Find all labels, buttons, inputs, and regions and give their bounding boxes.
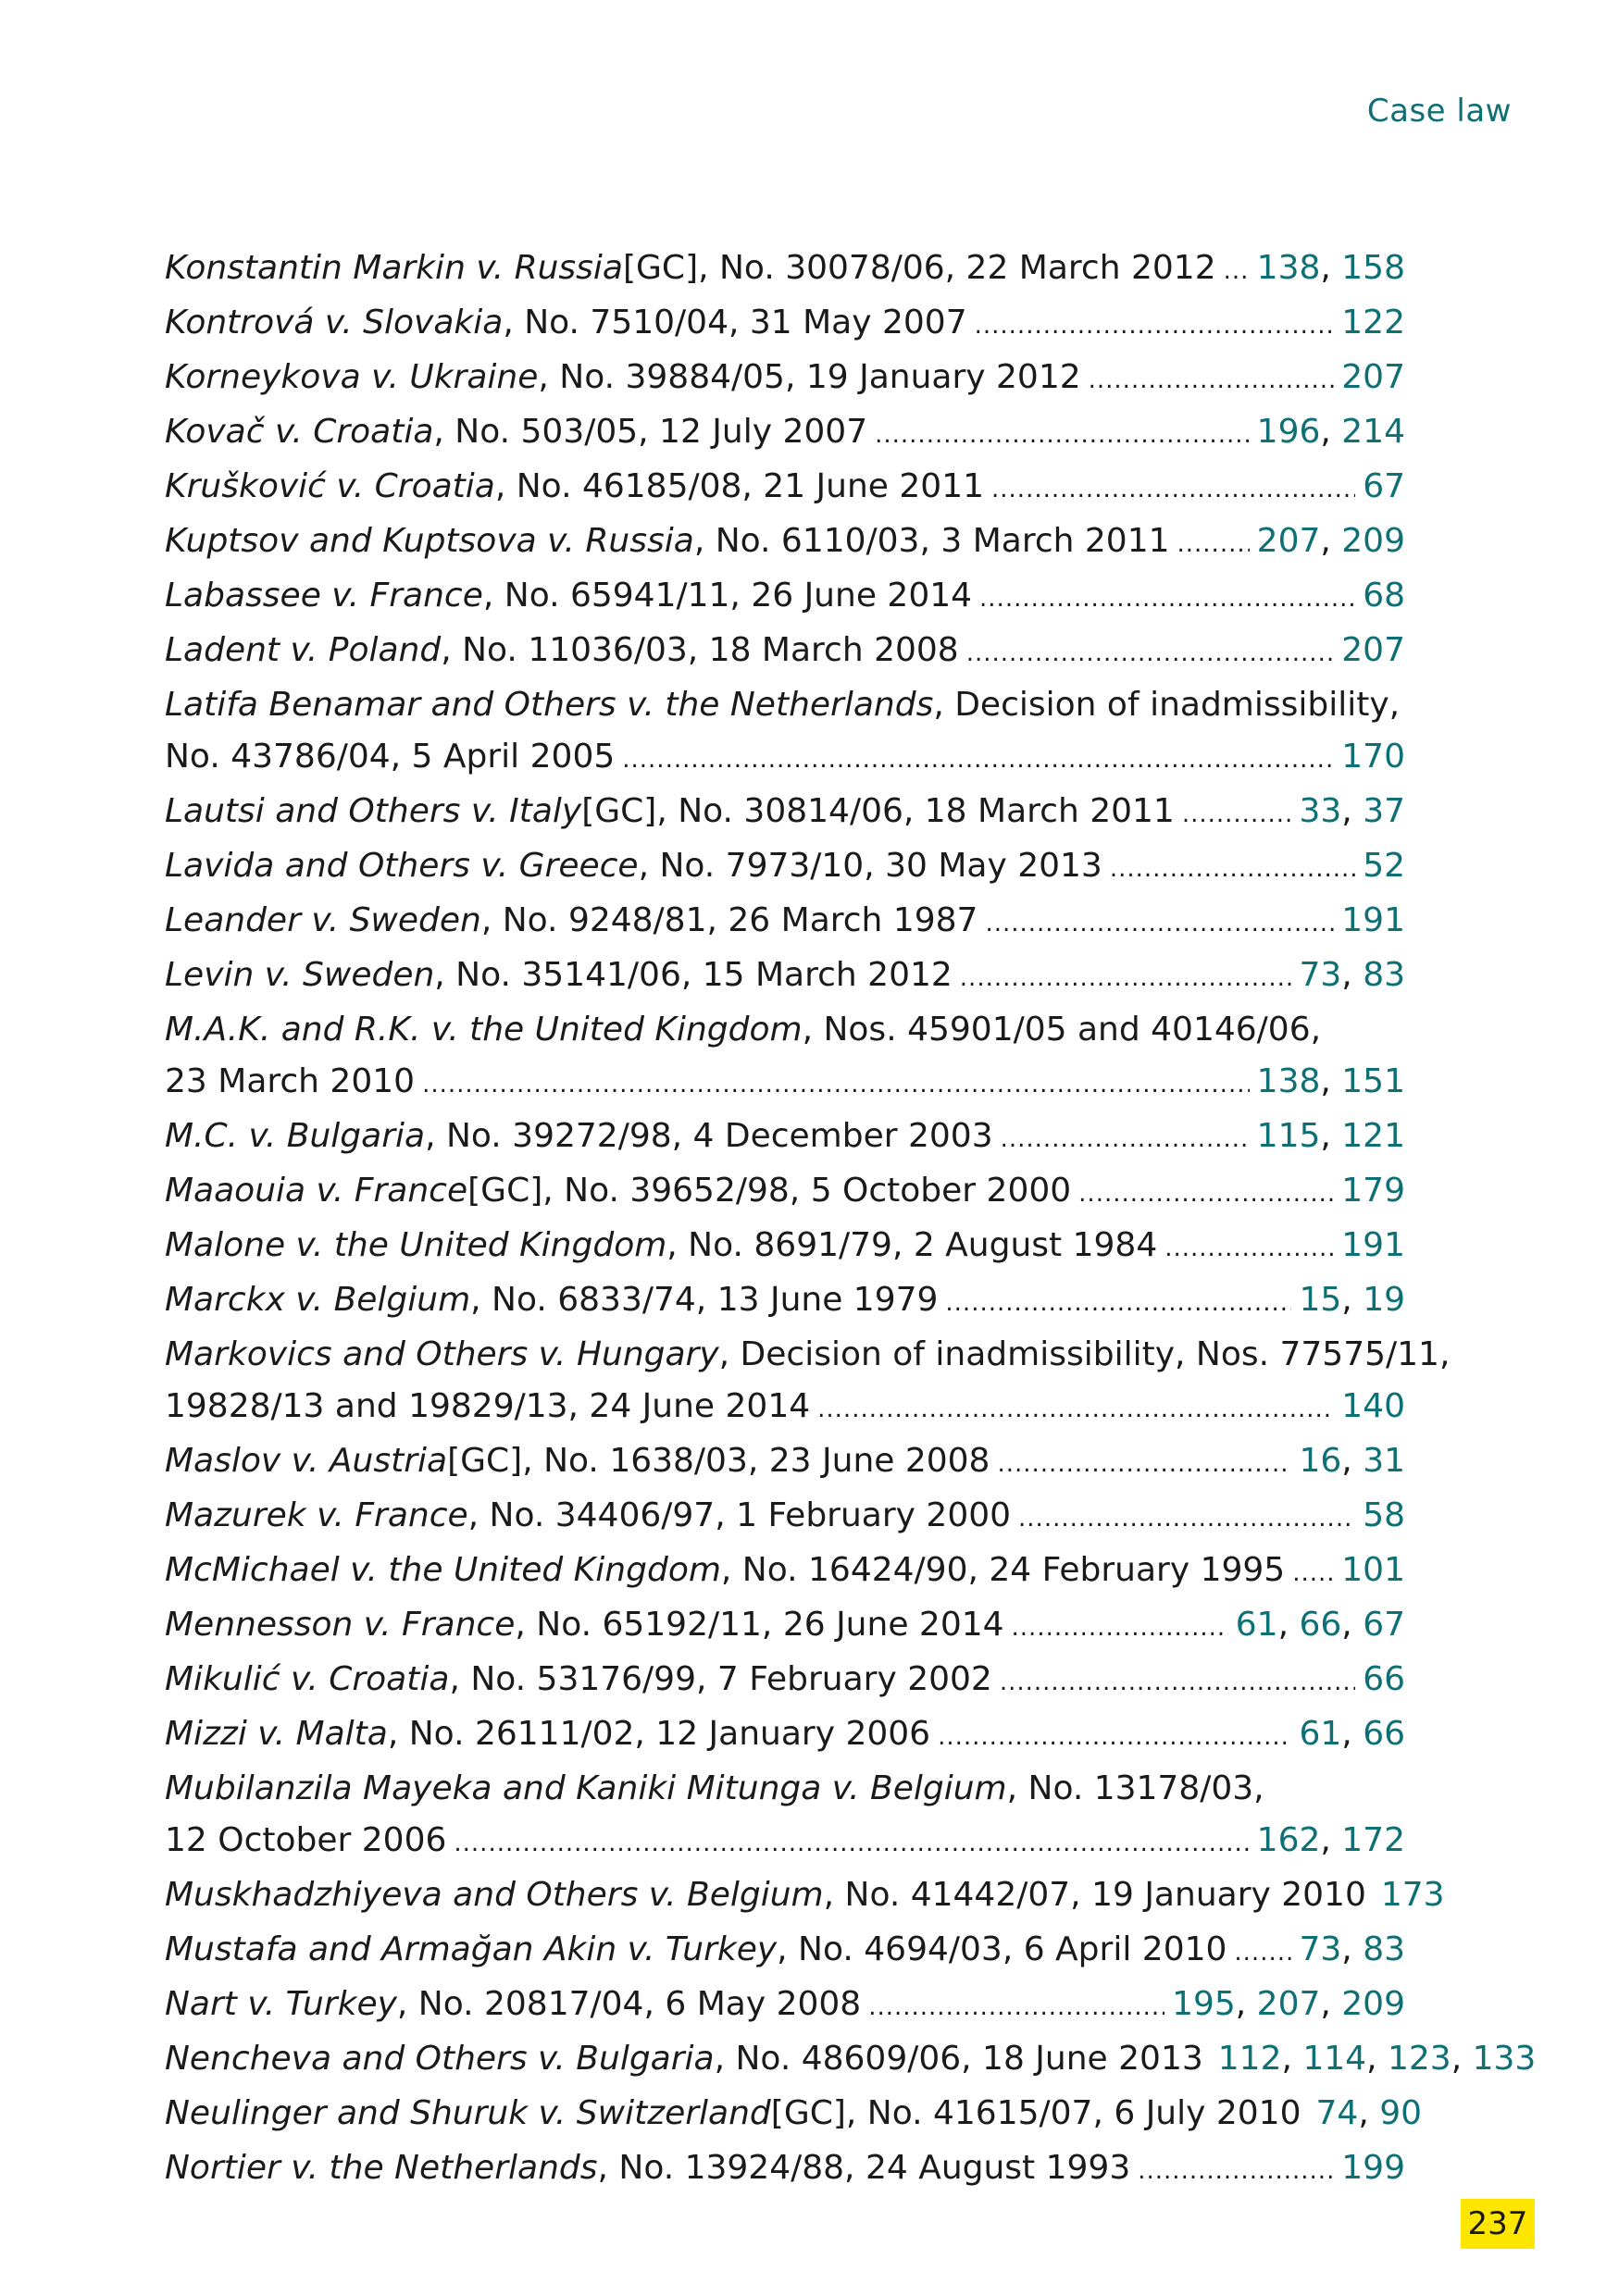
case-name: Markovics and Others v. Hungary [165, 1335, 719, 1373]
page-reference-link[interactable]: 61 [1235, 1606, 1278, 1644]
leader-dots [1182, 786, 1292, 840]
case-details: , No. 9248/81, 26 March 1987 [480, 901, 978, 939]
page-reference-link[interactable]: 191 [1341, 1226, 1405, 1264]
entry-line [165, 895, 1405, 949]
page-reference-link[interactable]: 52 [1363, 847, 1405, 885]
page-separator: , [1451, 2040, 1473, 2078]
index-entry [165, 1924, 1405, 1979]
index-entry [165, 1329, 1451, 1435]
entry-line [165, 1004, 1405, 1056]
case-name: Ladent v. Poland [165, 631, 442, 669]
index-entry [165, 840, 1405, 895]
page-reference-link[interactable]: 74 [1315, 2094, 1359, 2132]
page-reference-link[interactable]: 61 [1299, 1715, 1342, 1753]
case-name: Krušković v. Croatia [165, 467, 495, 505]
entry-line [165, 461, 1405, 515]
index-entry [165, 515, 1405, 570]
entry-line [165, 1708, 1405, 1763]
entry-line [165, 949, 1405, 1004]
case-name: Mazurek v. France [165, 1496, 468, 1534]
page-reference-link[interactable]: 101 [1341, 1551, 1405, 1589]
entry-line [165, 570, 1405, 625]
leader-dots [454, 1815, 1249, 1869]
case-details: , No. 6110/03, 3 March 2011 [693, 522, 1170, 560]
leader-dots [991, 461, 1355, 515]
page-reference-link[interactable]: 209 [1341, 522, 1405, 560]
case-details: , No. 41442/07, 19 January 2010 [823, 1876, 1366, 1914]
index-entry [165, 1763, 1405, 1869]
page-references [1299, 1924, 1405, 1976]
index-entry [165, 949, 1405, 1004]
page-references [1341, 2142, 1405, 2194]
page-reference-link[interactable]: 170 [1341, 738, 1405, 776]
case-name: Nencheva and Others v. Bulgaria [165, 2040, 715, 2078]
case-details: , No. 48609/06, 18 June 2013 [714, 2040, 1203, 2078]
leader-dots [1234, 1924, 1291, 1979]
page-reference-link[interactable]: 83 [1363, 1930, 1405, 1968]
page-reference-link[interactable]: 73 [1299, 956, 1342, 994]
page-references [1363, 461, 1405, 513]
case-name: Maaouia v. France [165, 1172, 468, 1210]
page-reference-link[interactable]: 195 [1172, 1985, 1236, 2023]
page-reference-link[interactable]: 207 [1256, 1985, 1321, 2023]
leader-dots [1012, 1599, 1228, 1654]
page-reference-link[interactable]: 151 [1341, 1062, 1405, 1100]
page-reference-link[interactable]: 209 [1341, 1985, 1405, 2023]
leader-dots [938, 1708, 1291, 1763]
case-name: Kovač v. Croatia [165, 413, 434, 451]
leader-dots [868, 1979, 1164, 2033]
leader-dots [875, 406, 1250, 461]
entry-line [165, 2088, 1423, 2142]
page-references [1341, 1220, 1405, 1272]
page-references [1341, 297, 1405, 349]
page-separator: , [1320, 522, 1342, 560]
case-name: M.A.K. and R.K. v. the United Kingdom [165, 1011, 803, 1049]
case-details: , No. 20817/04, 6 May 2008 [396, 1985, 862, 2023]
page-reference-link[interactable]: 16 [1299, 1442, 1342, 1480]
leader-dots [1001, 1111, 1250, 1165]
page-references [1299, 1708, 1405, 1760]
case-details: , No. 39884/05, 19 January 2012 [538, 358, 1081, 396]
case-name: McMichael v. the United Kingdom [165, 1551, 721, 1589]
case-name: Leander v. Sweden [165, 901, 481, 939]
entry-line [165, 1111, 1405, 1165]
page-references [1257, 515, 1405, 567]
case-name: Lautsi and Others v. Italy [165, 792, 582, 830]
leader-dots [997, 1435, 1291, 1490]
running-header: Case law [1366, 93, 1512, 130]
case-details: , Nos. 45901/05 and 40146/06, [802, 1011, 1322, 1049]
page-references [1341, 625, 1405, 676]
case-details: , No. 503/05, 12 July 2007 [433, 413, 868, 451]
index-entry [165, 625, 1405, 679]
index-entry [165, 406, 1405, 461]
leader-dots [975, 297, 1335, 352]
page-references [1316, 2088, 1423, 2140]
index-entry [165, 1545, 1405, 1599]
page-reference-link[interactable]: 207 [1341, 631, 1405, 669]
page-reference-link[interactable]: 173 [1380, 1876, 1445, 1914]
entry-line [165, 2033, 1537, 2088]
page-reference-link[interactable]: 112 [1217, 2040, 1282, 2078]
case-name: Nart v. Turkey [165, 1985, 397, 2023]
case-name: Labassee v. France [165, 577, 483, 614]
case-name: Malone v. the United Kingdom [165, 1226, 667, 1264]
entry-line [165, 1490, 1405, 1545]
page-reference-link[interactable]: 73 [1299, 1930, 1342, 1968]
index-entry [165, 1274, 1405, 1329]
index-entry [165, 1599, 1405, 1654]
entry-line [165, 515, 1405, 570]
case-details: , No. 16424/90, 24 February 1995 [720, 1551, 1286, 1589]
case-details: [GC], No. 30078/06, 22 March 2012 [622, 249, 1216, 287]
page-references [1363, 1490, 1405, 1542]
case-name: Mustafa and Armağan Akin v. Turkey [165, 1930, 778, 1968]
case-name: Kuptsov and Kuptsova v. Russia [165, 522, 694, 560]
page-reference-link[interactable]: 68 [1363, 577, 1405, 614]
entry-line [165, 352, 1405, 406]
page-separator: , [1277, 1606, 1300, 1644]
entry-line [165, 1435, 1405, 1490]
index-entry [165, 242, 1405, 297]
page-references [1257, 1111, 1405, 1162]
page-reference-link[interactable]: 37 [1363, 792, 1405, 830]
case-details: , No. 8691/79, 2 August 1984 [666, 1226, 1158, 1264]
index-entry [165, 1869, 1445, 1924]
page-references [1257, 1056, 1405, 1108]
page-number: 237 [1461, 2199, 1535, 2249]
page-reference-link[interactable]: 58 [1363, 1496, 1405, 1534]
case-details: , Decision of inadmissibility, [933, 686, 1401, 724]
leader-dots [817, 1381, 1334, 1435]
page-reference-link[interactable]: 214 [1341, 413, 1405, 451]
page-references [1257, 406, 1405, 458]
leader-dots [1110, 840, 1355, 895]
case-details: , No. 53176/99, 7 February 2002 [449, 1660, 992, 1698]
index-entry [165, 1979, 1405, 2033]
page-separator: , [1235, 1985, 1257, 2023]
index-entry [165, 1004, 1405, 1111]
entry-line [165, 1220, 1405, 1274]
index-entry [165, 2033, 1537, 2088]
case-law-index [165, 242, 1537, 2197]
page-references [1257, 1815, 1405, 1867]
case-details: [GC], No. 30814/06, 18 March 2011 [581, 792, 1175, 830]
index-entry [165, 895, 1405, 949]
index-entry [165, 461, 1405, 515]
entry-line [165, 1056, 1405, 1111]
case-details: 23 March 2010 [165, 1062, 416, 1100]
leader-dots [1292, 1545, 1334, 1599]
case-name: Korneykova v. Ukraine [165, 358, 539, 396]
entry-line [165, 1274, 1405, 1329]
entry-line [165, 1924, 1405, 1979]
case-name: Marckx v. Belgium [165, 1281, 471, 1319]
case-details: , Decision of inadmissibility, Nos. 77575/11, [718, 1335, 1451, 1373]
entry-line [165, 1763, 1405, 1815]
page-reference-link[interactable]: 191 [1341, 901, 1405, 939]
page-references [1341, 731, 1405, 783]
page-separator: , [1320, 1117, 1342, 1155]
index-entry [165, 1435, 1405, 1490]
page-reference-link[interactable]: 162 [1256, 1821, 1321, 1859]
page-references [1299, 949, 1405, 1001]
case-details: , No. 34406/97, 1 February 2000 [467, 1496, 1012, 1534]
entry-line [165, 731, 1405, 786]
page-reference-link[interactable]: 199 [1341, 2149, 1405, 2187]
page-separator: , [1366, 2040, 1388, 2078]
leader-dots [1164, 1220, 1334, 1274]
leader-dots [622, 731, 1334, 786]
page-separator: , [1320, 1062, 1342, 1100]
case-details: [GC], No. 41615/07, 6 July 2010 [770, 2094, 1301, 2132]
page-reference-link[interactable]: 115 [1256, 1117, 1321, 1155]
page-reference-link[interactable]: 90 [1379, 2094, 1423, 2132]
leader-dots [979, 570, 1355, 625]
index-entry [165, 1708, 1405, 1763]
case-name: Levin v. Sweden [165, 956, 435, 994]
page-references [1257, 242, 1405, 294]
leader-dots [945, 1274, 1291, 1329]
page-reference-link[interactable]: 66 [1363, 1660, 1405, 1698]
case-details: , No. 65192/11, 26 June 2014 [515, 1606, 1004, 1644]
leader-dots [1224, 242, 1250, 297]
case-name: Lavida and Others v. Greece [165, 847, 639, 885]
case-name: Mubilanzila Mayeka and Kaniki Mitunga v. Belgium [165, 1769, 1007, 1807]
index-entry [165, 2142, 1405, 2197]
case-details: , No. 46185/08, 21 June 2011 [494, 467, 985, 505]
entry-line [165, 297, 1405, 352]
entry-line [165, 1381, 1405, 1435]
page-separator: , [1341, 1606, 1364, 1644]
page-reference-link[interactable]: 138 [1256, 1062, 1321, 1100]
leader-dots [1018, 1490, 1355, 1545]
page-reference-link[interactable]: 196 [1256, 413, 1321, 451]
case-details: , No. 6833/74, 13 June 1979 [470, 1281, 939, 1319]
case-details: 12 October 2006 [165, 1821, 447, 1859]
case-name: Nortier v. the Netherlands [165, 2149, 598, 2187]
case-details: No. 43786/04, 5 April 2005 [165, 738, 616, 776]
entry-line [165, 625, 1405, 679]
case-details: [GC], No. 1638/03, 23 June 2008 [447, 1442, 990, 1480]
entry-line [165, 679, 1405, 731]
case-details: , No. 13178/03, [1006, 1769, 1264, 1807]
entry-line [165, 1545, 1405, 1599]
page-references [1299, 1435, 1405, 1487]
page-reference-link[interactable]: 172 [1341, 1821, 1405, 1859]
leader-dots [1089, 352, 1335, 406]
index-entry [165, 570, 1405, 625]
page-references [1341, 895, 1405, 947]
entry-line [165, 1869, 1445, 1924]
case-details: , No. 11036/03, 18 March 2008 [441, 631, 959, 669]
page-reference-link[interactable]: 31 [1363, 1442, 1405, 1480]
leader-dots [985, 895, 1334, 949]
case-details: , No. 39272/98, 4 December 2003 [425, 1117, 993, 1155]
entry-line [165, 1329, 1451, 1381]
page-separator: , [1320, 249, 1342, 287]
case-name: Mikulić v. Croatia [165, 1660, 450, 1698]
page-references [1299, 786, 1405, 838]
case-name: Mennesson v. France [165, 1606, 516, 1644]
page-separator: , [1341, 792, 1364, 830]
page-reference-link[interactable]: 66 [1363, 1715, 1405, 1753]
case-details: , No. 7510/04, 31 May 2007 [503, 304, 967, 341]
case-name: Kontrová v. Slovakia [165, 304, 504, 341]
page-reference-link[interactable]: 158 [1341, 249, 1405, 287]
page-references [1341, 1545, 1405, 1596]
case-details: , No. 26111/02, 12 January 2006 [387, 1715, 931, 1753]
page-reference-link[interactable]: 207 [1341, 358, 1405, 396]
page-reference-link[interactable]: 67 [1363, 467, 1405, 505]
case-details: , No. 35141/06, 15 March 2012 [434, 956, 953, 994]
entry-line [165, 1654, 1405, 1708]
page-reference-link[interactable]: 121 [1341, 1117, 1405, 1155]
index-entry [165, 786, 1405, 840]
case-name: Mizzi v. Malta [165, 1715, 388, 1753]
page-references [1299, 1274, 1405, 1326]
case-name: M.C. v. Bulgaria [165, 1117, 426, 1155]
page-reference-link[interactable]: 138 [1256, 249, 1321, 287]
leader-dots [422, 1056, 1250, 1111]
leader-dots [1000, 1654, 1355, 1708]
case-details: [GC], No. 39652/98, 5 October 2000 [467, 1172, 1072, 1210]
leader-dots [960, 949, 1292, 1004]
page-references [1341, 1165, 1405, 1217]
page-reference-link[interactable]: 15 [1299, 1281, 1342, 1319]
page-reference-link[interactable]: 19 [1363, 1281, 1405, 1319]
entry-line [165, 1979, 1405, 2033]
case-details: , No. 4694/03, 6 April 2010 [777, 1930, 1227, 1968]
index-entry [165, 297, 1405, 352]
page-reference-link[interactable]: 83 [1363, 956, 1405, 994]
entry-line [165, 786, 1405, 840]
page-separator: , [1320, 413, 1342, 451]
leader-dots [1138, 2142, 1334, 2197]
index-entry [165, 352, 1405, 406]
page-separator: , [1341, 1281, 1364, 1319]
case-name: Konstantin Markin v. Russia [165, 249, 623, 287]
page-reference-link[interactable]: 66 [1299, 1606, 1342, 1644]
entry-line [165, 840, 1405, 895]
page-reference-link[interactable]: 140 [1341, 1387, 1405, 1425]
page-separator: , [1358, 2094, 1380, 2132]
page-separator: , [1341, 1930, 1364, 1968]
entry-line [165, 242, 1405, 297]
case-details: , No. 13924/88, 24 August 1993 [597, 2149, 1131, 2187]
index-entry [165, 1111, 1405, 1165]
page-reference-link[interactable]: 33 [1299, 792, 1342, 830]
leader-dots [1078, 1165, 1334, 1220]
index-entry [165, 1220, 1405, 1274]
index-entry [165, 1490, 1405, 1545]
page-reference-link[interactable]: 179 [1341, 1172, 1405, 1210]
page-references [1381, 1869, 1445, 1921]
page-reference-link[interactable]: 67 [1363, 1606, 1405, 1644]
page-separator: , [1341, 1442, 1364, 1480]
page-references [1341, 1381, 1405, 1433]
page-separator: , [1320, 1985, 1342, 2023]
case-name: Maslov v. Austria [165, 1442, 448, 1480]
case-details: , No. 7973/10, 30 May 2013 [638, 847, 1102, 885]
page-references [1218, 2033, 1537, 2085]
page-reference-link[interactable]: 122 [1341, 304, 1405, 341]
entry-line [165, 1815, 1405, 1869]
page-separator: , [1320, 1821, 1342, 1859]
page-references [1363, 1654, 1405, 1706]
case-name: Latifa Benamar and Others v. the Netherlands [165, 686, 934, 724]
index-entry [165, 1165, 1405, 1220]
index-entry [165, 1654, 1405, 1708]
page-references [1236, 1599, 1405, 1651]
page-separator: , [1341, 1715, 1364, 1753]
page-separator: , [1281, 2040, 1303, 2078]
page-references [1172, 1979, 1405, 2030]
entry-line [165, 406, 1405, 461]
leader-dots [966, 625, 1335, 679]
case-details: , No. 65941/11, 26 June 2014 [482, 577, 973, 614]
case-details: 19828/13 and 19829/13, 24 June 2014 [165, 1387, 811, 1425]
entry-line [165, 1599, 1405, 1654]
index-entry [165, 679, 1405, 786]
leader-dots [1177, 515, 1250, 570]
case-name: Neulinger and Shuruk v. Switzerland [165, 2094, 771, 2132]
page-separator: , [1341, 956, 1364, 994]
page-reference-link[interactable]: 123 [1387, 2040, 1451, 2078]
page-reference-link[interactable]: 114 [1302, 2040, 1367, 2078]
index-entry [165, 2088, 1423, 2142]
page-reference-link[interactable]: 207 [1256, 522, 1321, 560]
page-references [1363, 570, 1405, 622]
page-reference-link[interactable]: 133 [1472, 2040, 1537, 2078]
entry-line [165, 2142, 1405, 2197]
page-references [1363, 840, 1405, 892]
entry-line [165, 1165, 1405, 1220]
page-references [1341, 352, 1405, 403]
case-name: Muskhadzhiyeva and Others v. Belgium [165, 1876, 824, 1914]
